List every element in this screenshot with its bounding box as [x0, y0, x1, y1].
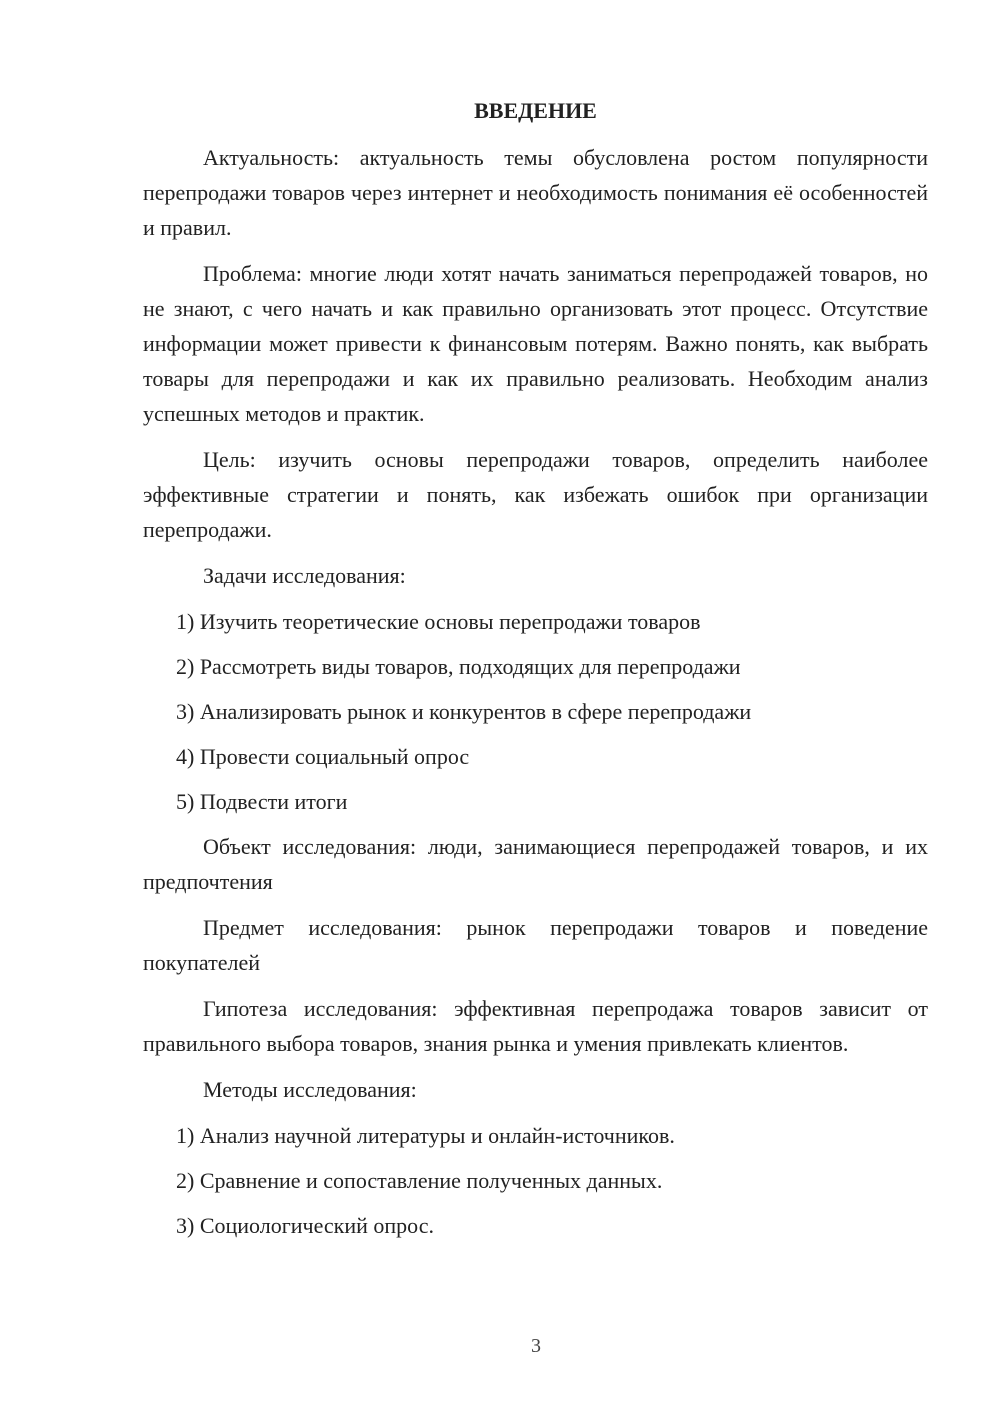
method-item: 1) Анализ научной литературы и онлайн-источников. — [176, 1123, 675, 1148]
page-number: 3 — [531, 1335, 541, 1357]
methods-heading: Методы исследования: — [203, 1077, 417, 1102]
tasks-heading: Задачи исследования: — [203, 563, 406, 588]
document-body — [143, 96, 928, 1253]
problem-paragraph: Проблема: многие люди хотят начать заниматься перепродажей товаров, но не знают, с чего начать и как правильно организовать этот процесс. Отсутствие информации может привести к финансовым потерям. Важно понять, как выбрать товары для перепродажи и как их правильно реализовать. Необходим анализ успешных методов и практик. — [143, 261, 928, 426]
task-item: 3) Анализировать рынок и конкурентов в сфере перепродажи — [176, 699, 752, 724]
page-title: ВВЕДЕНИЕ — [474, 98, 597, 123]
goal-paragraph: Цель: изучить основы перепродажи товаров, определить наиболее эффективные стратегии и понять, как избежать ошибок при организации перепродажи. — [143, 447, 928, 542]
task-item: 1) Изучить теоретические основы перепродажи товаров — [176, 609, 701, 634]
task-item: 4) Провести социальный опрос — [176, 744, 470, 769]
task-item: 2) Рассмотреть виды товаров, подходящих для перепродажи — [176, 654, 741, 679]
method-item: 2) Сравнение и сопоставление полученных данных. — [176, 1168, 663, 1193]
hypothesis-paragraph: Гипотеза исследования: эффективная перепродажа товаров зависит от правильного выбора товаров, знания рынка и умения привлекать клиентов. — [143, 996, 928, 1056]
subject-paragraph: Предмет исследования: рынок перепродажи товаров и поведение покупателей — [143, 915, 928, 975]
method-item: 3) Социологический опрос. — [176, 1213, 434, 1238]
relevance-paragraph: Актуальность: актуальность темы обусловлена ростом популярности перепродажи товаров через интернет и необходимость понимания её особенностей и правил. — [143, 145, 928, 240]
task-item: 5) Подвести итоги — [176, 789, 348, 814]
object-paragraph: Объект исследования: люди, занимающиеся перепродажей товаров, и их предпочтения — [143, 834, 928, 894]
